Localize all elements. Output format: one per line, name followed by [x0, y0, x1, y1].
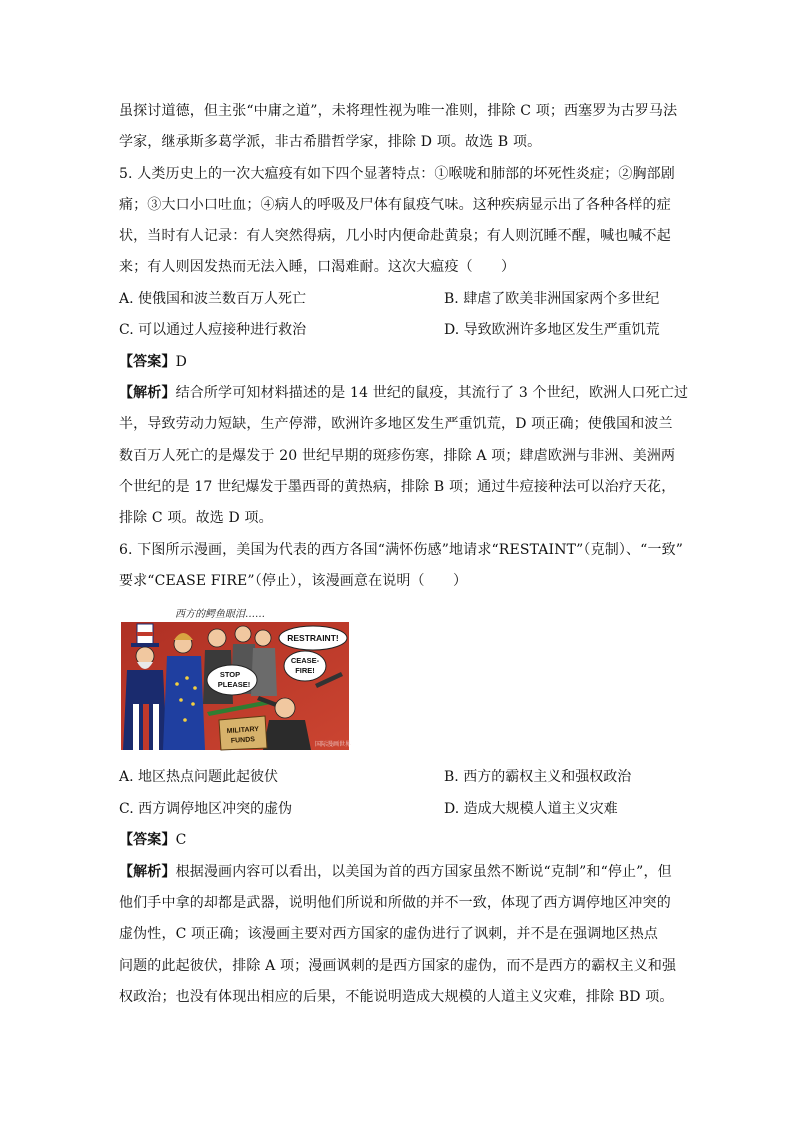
question-5-option-b: B. 肆虐了欧美非洲国家两个多世纪 — [444, 291, 660, 307]
question-5-analysis-line: 半，导致劳动力短缺，生产停滞，欧洲许多地区发生严重饥荒，D 项正确；使俄国和波兰 — [119, 416, 673, 432]
intro-line: 虽探讨道德，但主张“中庸之道”，未将理性视为唯一准则，排除 C 项；西塞罗为古罗马法 — [119, 103, 678, 119]
speech-bubble-stop-please — [207, 665, 257, 695]
question-6-stem-line: 要求“CEASE FIRE”（停止），该漫画意在说明（ ） — [119, 573, 468, 589]
question-6-option-c: C. 西方调停地区冲突的虚伪 — [119, 801, 293, 817]
question-6-answer — [119, 830, 679, 850]
question-5-option-a: A. 使俄国和波兰数百万人死亡 — [119, 291, 307, 307]
cartoon-watermark: 国际漫画世界 — [314, 741, 351, 748]
question-6-option-a: A. 地区热点问题此起彼伏 — [119, 769, 279, 785]
answer-value: C — [175, 832, 187, 848]
question-6-analysis-line: 权政治；也没有体现出相应的后果，不能说明造成大规模的人道主义灾难，排除 BD 项。 — [119, 989, 674, 1005]
bubble-fire-text: FIRE! — [295, 666, 315, 675]
answer-value: D — [175, 354, 187, 370]
crate-text-funds: FUNDS — [230, 736, 256, 745]
question-6-analysis-line: 问题的此起彼伏，排除 A 项；漫画讽刺的是西方国家的虚伪，而不是西方的霸权主义和强 — [119, 958, 677, 974]
cartoon-caption: 西方的鳄鱼眼泪…… — [175, 609, 265, 620]
question-5-stem-line: 5. 人类历史上的一次大瘟疫有如下四个显著特点：①喉咙和肺部的坏死性炎症；②胸部剧 — [119, 166, 675, 182]
question-5-analysis-line — [119, 383, 689, 403]
bubble-please-text: PLEASE! — [217, 680, 251, 689]
analysis-text: 根据漫画内容可以看出，以美国为首的西方国家虽然不断说“克制”和“停止”，但 — [175, 864, 672, 880]
answer-tag: 【答案】 — [119, 354, 176, 370]
bubble-cease-text: CEASE- — [290, 656, 320, 665]
question-6-analysis-line: 他们手中拿的却都是武器，说明他们所说和所做的并不一致，体现了西方调停地区冲突的 — [119, 895, 671, 911]
speech-bubble-cease-fire — [284, 651, 326, 681]
political-cartoon — [119, 604, 351, 752]
question-5-answer — [119, 352, 679, 372]
analysis-tag: 【解析】 — [119, 385, 176, 401]
question-5-stem-line: 来；有人则因发热而无法入睡，口渴难耐。这次大瘟疫（ ） — [119, 259, 516, 275]
question-5-option-c: C. 可以通过人痘接种进行救治 — [119, 322, 307, 338]
question-6-option-b: B. 西方的霸权主义和强权政治 — [444, 769, 632, 785]
crate-text-military: MILITARY — [226, 725, 260, 736]
question-6-analysis-line — [119, 862, 679, 882]
question-5-analysis-line: 个世纪的是 17 世纪爆发于墨西哥的黄热病，排除 B 项；通过牛痘接种法可以治疗天花， — [119, 479, 676, 495]
speech-bubble-restraint — [279, 626, 347, 650]
bubble-restraint-text: RESTRAINT! — [287, 633, 339, 643]
question-6-analysis-line: 虚伪性，C 项正确；该漫画主要对西方国家的虚伪进行了讽刺，并不是在强调地区热点 — [119, 926, 659, 942]
question-5-analysis-line: 数百万人死亡的是爆发于 20 世纪早期的斑疹伤寒，排除 A 项；肆虐欧洲与非洲、美洲两 — [119, 448, 676, 464]
analysis-tag: 【解析】 — [119, 864, 176, 880]
question-6-option-d: D. 造成大规模人道主义灾难 — [444, 801, 618, 817]
question-5-stem-line: 痛；③大口小口吐血；④病人的呼吸及尸体有鼠疫气味。这种疾病显示出了各种各样的症 — [119, 197, 671, 213]
question-5-option-d: D. 导致欧洲许多地区发生严重饥荒 — [444, 322, 660, 338]
question-5-stem-line: 状，当时有人记录：有人突然得病，几小时内便命赴黄泉；有人则沉睡不醒，喊也喊不起 — [119, 228, 671, 244]
military-funds-crate — [219, 716, 267, 750]
answer-tag: 【答案】 — [119, 832, 176, 848]
analysis-text: 结合所学可知材料描述的是 14 世纪的鼠疫，其流行了 3 个世纪，欧洲人口死亡过 — [175, 385, 689, 401]
bubble-stop-text: STOP — [219, 670, 241, 679]
question-6-stem-line: 6. 下图所示漫画，美国为代表的西方各国“满怀伤感”地请求“RESTAINT”（克制）、“一致” — [119, 542, 684, 558]
intro-line: 学家，继承斯多葛学派，非古希腊哲学家，排除 D 项。故选 B 项。 — [119, 134, 542, 150]
question-5-analysis-line: 排除 C 项。故选 D 项。 — [119, 510, 273, 526]
